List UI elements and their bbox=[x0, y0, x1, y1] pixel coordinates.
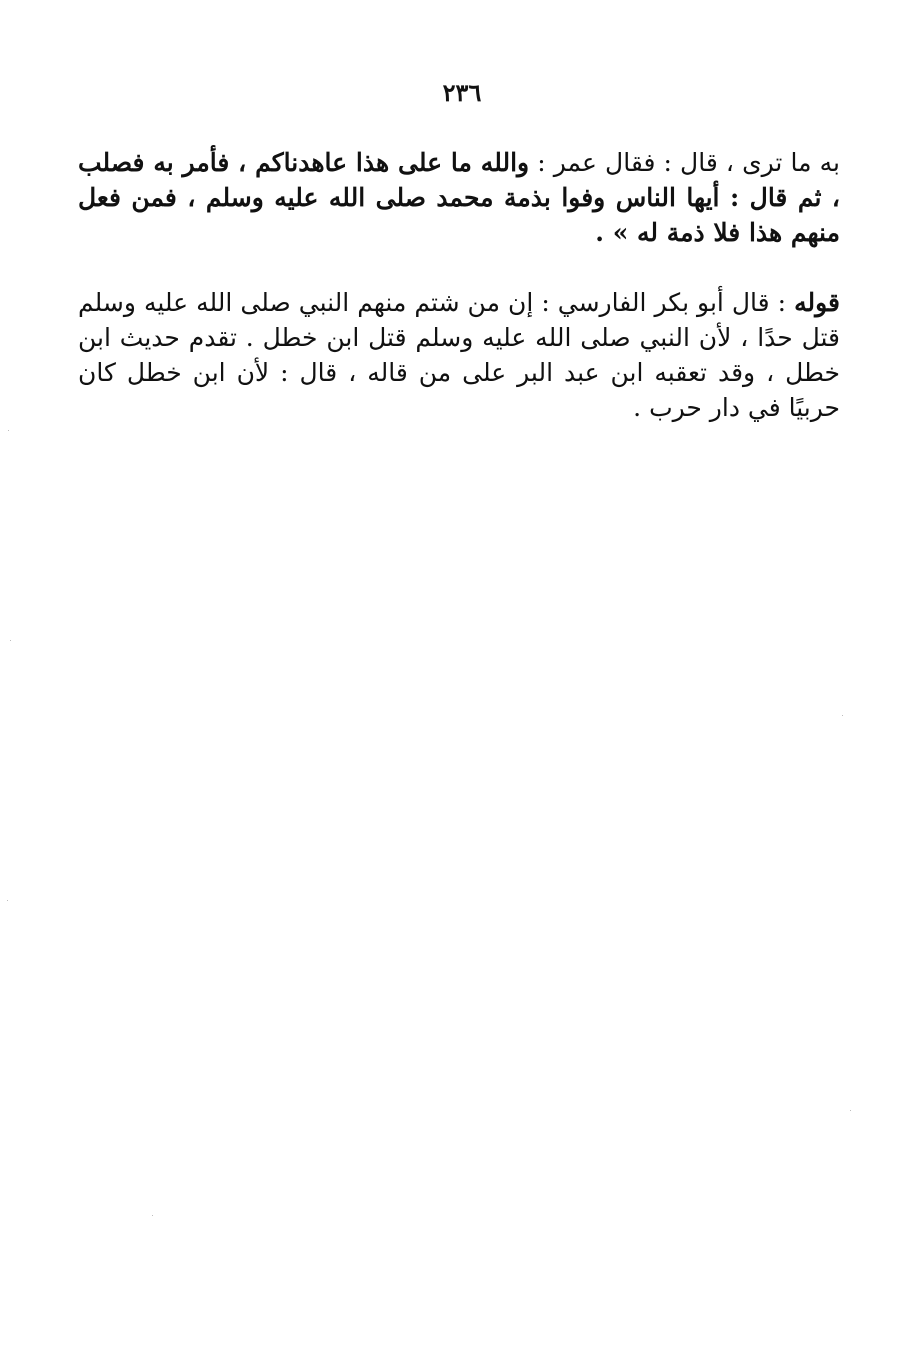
paragraph-2 bbox=[78, 285, 840, 425]
scan-speck bbox=[152, 1215, 153, 1216]
scan-speck bbox=[7, 900, 8, 901]
paragraph-1-bold-quote: والله ما على هذا عاهدناكم ، فأمر به فصلب ، ثم قال : أيها الناس وفوا بذمة محمد صلى الله عليه وسلم ، فمن فعل منهم هذا فلا ذمة له » . bbox=[78, 148, 840, 247]
paragraph-1-plain-start: به ما ترى ، قال : فقال عمر : bbox=[529, 148, 840, 177]
scan-speck bbox=[850, 1110, 851, 1111]
page-number: ٢٣٦ bbox=[442, 78, 482, 107]
scan-speck bbox=[10, 640, 11, 641]
paragraph-2-body: : قال أبو بكر الفارسي : إن من شتم منهم النبي صلى الله عليه وسلم قتل حدًا ، لأن النبي صلى الله عليه وسلم قتل ابن خطل . تقدم حديث ابن خطل ، وقد تعقبه ابن عبد البر على من قاله ، قال : لأن ابن خطل كان حربيًا في دار حرب . bbox=[78, 288, 840, 422]
scan-speck bbox=[842, 715, 843, 716]
scan-speck bbox=[8, 430, 9, 431]
paragraph-1 bbox=[78, 145, 840, 250]
paragraph-2-lead-word: قوله bbox=[794, 288, 840, 317]
